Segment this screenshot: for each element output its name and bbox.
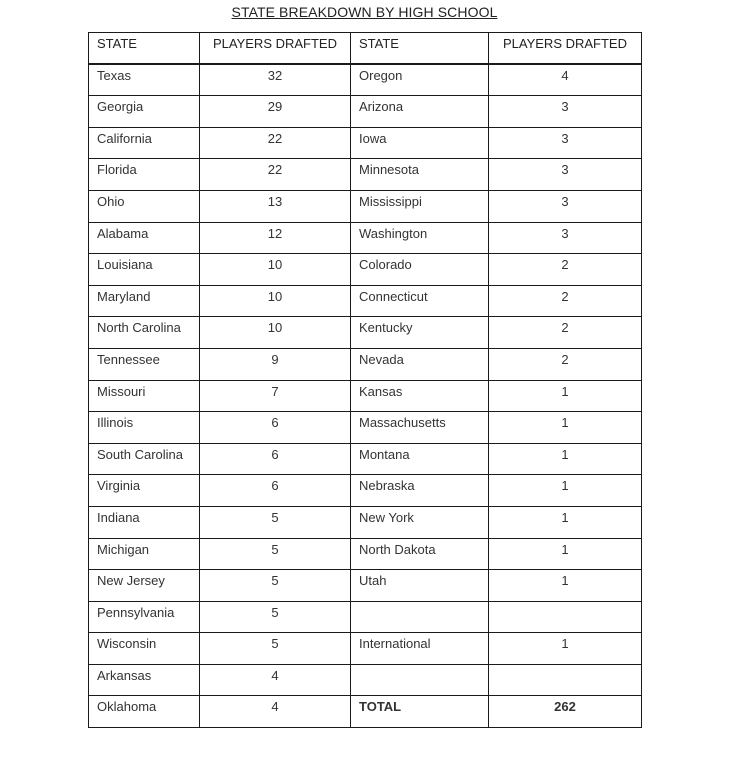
state-cell: Massachusetts — [351, 412, 489, 444]
state-cell: California — [89, 127, 200, 159]
table-row — [89, 538, 642, 570]
state-breakdown-table — [88, 32, 642, 728]
state-cell: Georgia — [89, 96, 200, 128]
table-row — [89, 570, 642, 602]
state-cell: Ohio — [89, 190, 200, 222]
table-row — [89, 190, 642, 222]
players-drafted-cell: 1 — [489, 633, 642, 665]
players-drafted-cell: 9 — [200, 348, 351, 380]
column-header-players-drafted: PLAYERS DRAFTED — [489, 33, 642, 65]
players-drafted-cell: 2 — [489, 348, 642, 380]
players-drafted-cell: 3 — [489, 159, 642, 191]
state-cell: Indiana — [89, 506, 200, 538]
table-row — [89, 443, 642, 475]
table-row — [89, 475, 642, 507]
players-drafted-cell: 29 — [200, 96, 351, 128]
state-cell: Alabama — [89, 222, 200, 254]
players-drafted-cell: 3 — [489, 96, 642, 128]
table-row — [89, 159, 642, 191]
state-cell: Virginia — [89, 475, 200, 507]
table-row — [89, 222, 642, 254]
players-drafted-cell: 3 — [489, 222, 642, 254]
table-row — [89, 664, 642, 696]
state-cell: Utah — [351, 570, 489, 602]
players-drafted-cell: 1 — [489, 570, 642, 602]
state-cell: Michigan — [89, 538, 200, 570]
state-cell: Washington — [351, 222, 489, 254]
state-cell: Connecticut — [351, 285, 489, 317]
table-row — [89, 506, 642, 538]
players-drafted-cell: 6 — [200, 412, 351, 444]
column-header-state: STATE — [89, 33, 200, 65]
state-cell: Wisconsin — [89, 633, 200, 665]
state-cell: Arkansas — [89, 664, 200, 696]
column-header-state: STATE — [351, 33, 489, 65]
total-row — [89, 696, 642, 728]
column-header-players-drafted: PLAYERS DRAFTED — [200, 33, 351, 65]
players-drafted-cell: 2 — [489, 285, 642, 317]
players-drafted-cell: 10 — [200, 317, 351, 349]
table-body — [89, 64, 642, 727]
state-cell: TOTAL — [351, 696, 489, 728]
table-row — [89, 412, 642, 444]
state-cell: Kansas — [351, 380, 489, 412]
state-cell: Minnesota — [351, 159, 489, 191]
table-row — [89, 317, 642, 349]
state-cell: Kentucky — [351, 317, 489, 349]
state-cell: Louisiana — [89, 254, 200, 286]
state-cell: Texas — [89, 64, 200, 96]
players-drafted-cell: 2 — [489, 254, 642, 286]
table-row — [89, 601, 642, 633]
state-cell: Nebraska — [351, 475, 489, 507]
players-drafted-cell: 5 — [200, 601, 351, 633]
table-row — [89, 64, 642, 96]
players-drafted-cell: 1 — [489, 506, 642, 538]
state-cell: Nevada — [351, 348, 489, 380]
state-cell: Maryland — [89, 285, 200, 317]
state-cell: North Carolina — [89, 317, 200, 349]
table-row — [89, 285, 642, 317]
players-drafted-cell: 6 — [200, 475, 351, 507]
players-drafted-cell: 4 — [200, 664, 351, 696]
state-cell: Missouri — [89, 380, 200, 412]
players-drafted-cell: 1 — [489, 380, 642, 412]
players-drafted-cell: 32 — [200, 64, 351, 96]
players-drafted-cell: 5 — [200, 538, 351, 570]
state-cell: Illinois — [89, 412, 200, 444]
state-cell: Oklahoma — [89, 696, 200, 728]
table-header-row — [89, 33, 642, 65]
table-row — [89, 96, 642, 128]
state-cell: Florida — [89, 159, 200, 191]
players-drafted-cell: 10 — [200, 254, 351, 286]
players-drafted-cell: 4 — [200, 696, 351, 728]
players-drafted-cell: 7 — [200, 380, 351, 412]
state-cell: New Jersey — [89, 570, 200, 602]
players-drafted-cell: 6 — [200, 443, 351, 475]
state-cell: Oregon — [351, 64, 489, 96]
players-drafted-cell — [489, 664, 642, 696]
table-row — [89, 633, 642, 665]
players-drafted-cell: 10 — [200, 285, 351, 317]
players-drafted-cell: 1 — [489, 475, 642, 507]
state-cell: Montana — [351, 443, 489, 475]
players-drafted-cell: 3 — [489, 190, 642, 222]
players-drafted-cell — [489, 601, 642, 633]
table-row — [89, 254, 642, 286]
players-drafted-cell: 5 — [200, 570, 351, 602]
players-drafted-cell: 1 — [489, 538, 642, 570]
state-cell: Pennsylvania — [89, 601, 200, 633]
state-cell: South Carolina — [89, 443, 200, 475]
state-cell: New York — [351, 506, 489, 538]
state-cell: Mississippi — [351, 190, 489, 222]
players-drafted-cell: 13 — [200, 190, 351, 222]
players-drafted-cell: 4 — [489, 64, 642, 96]
state-cell — [351, 664, 489, 696]
state-cell: Iowa — [351, 127, 489, 159]
state-cell — [351, 601, 489, 633]
players-drafted-cell: 3 — [489, 127, 642, 159]
players-drafted-cell: 2 — [489, 317, 642, 349]
players-drafted-cell: 5 — [200, 506, 351, 538]
players-drafted-cell: 1 — [489, 443, 642, 475]
state-cell: Arizona — [351, 96, 489, 128]
page-title: STATE BREAKDOWN BY HIGH SCHOOL — [231, 4, 498, 20]
table-row — [89, 380, 642, 412]
players-drafted-cell: 12 — [200, 222, 351, 254]
state-cell: Tennessee — [89, 348, 200, 380]
state-cell: International — [351, 633, 489, 665]
players-drafted-cell: 22 — [200, 127, 351, 159]
players-drafted-cell: 262 — [489, 696, 642, 728]
players-drafted-cell: 5 — [200, 633, 351, 665]
players-drafted-cell: 1 — [489, 412, 642, 444]
state-cell: North Dakota — [351, 538, 489, 570]
players-drafted-cell: 22 — [200, 159, 351, 191]
table-row — [89, 348, 642, 380]
state-cell: Colorado — [351, 254, 489, 286]
table-row — [89, 127, 642, 159]
